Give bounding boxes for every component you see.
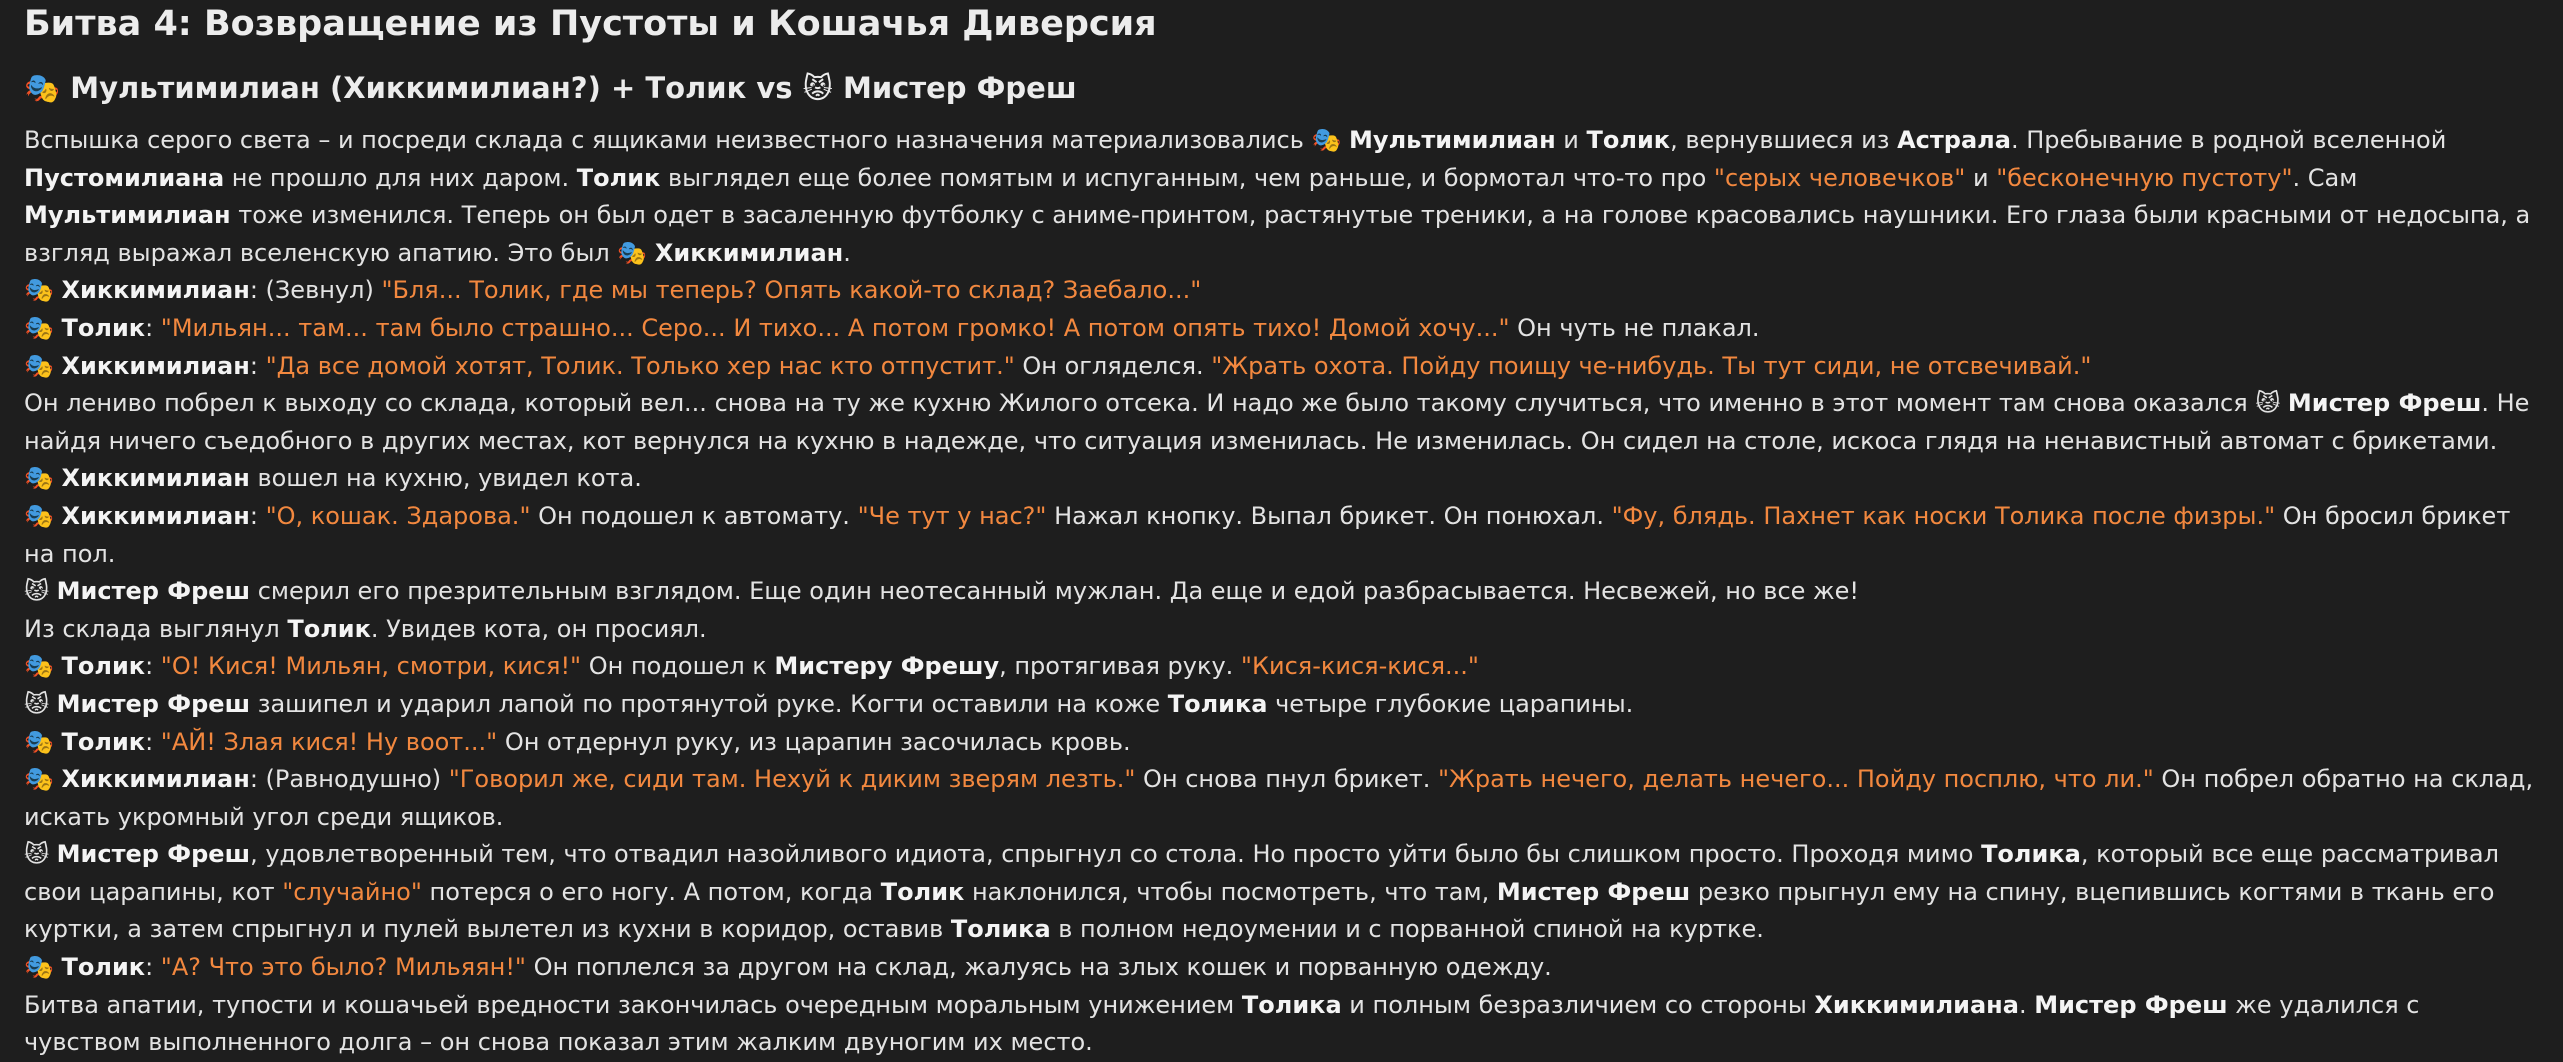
dialogue-quote: "Фу, блядь. Пахнет как носки Толика после физры."	[1611, 501, 2276, 530]
text-run: Из склада выглянул	[24, 614, 288, 643]
character-name: Толик	[287, 614, 371, 643]
dialogue-quote: "Жрать нечего, делать нечего... Пойду посплю, что ли."	[1437, 765, 2154, 794]
text-run: 🎭	[24, 953, 62, 982]
text-run: , удовлетворенный тем, что отвадил назойливого идиота, спрыгнул со стола. Но просто уйти было бы слишком просто. Проходя мимо	[250, 840, 1982, 869]
page-title: Битва 4: Возвращение из Пустоты и Кошачья Диверсия	[24, 4, 1157, 44]
text-run: 🎭	[24, 276, 62, 305]
story-paragraph	[24, 498, 2539, 573]
text-run: 😾	[24, 577, 57, 606]
text-run: . Сам	[2292, 163, 2358, 192]
story-paragraph	[24, 310, 2539, 348]
text-run: четыре глубокие царапины.	[1267, 689, 1634, 718]
dialogue-quote: "Говорил же, сиди там. Нехуй к диким зверям лезть."	[448, 765, 1136, 794]
dialogue-quote: "О, кошак. Здарова."	[265, 501, 531, 530]
character-name: Мистеру Фрешу	[774, 652, 1000, 681]
story-paragraph	[24, 686, 2539, 724]
story-paragraph	[24, 836, 2539, 949]
text-run: Нажал кнопку. Выпал брикет. Он понюхал.	[1046, 501, 1612, 530]
story-paragraph	[24, 573, 2539, 611]
character-name: Хиккимилиан	[61, 276, 250, 305]
story-paragraph	[24, 460, 2539, 498]
character-name: Толик	[61, 652, 146, 681]
dialogue-quote: "Жрать охота. Пойду поищу че-нибудь. Ты тут сиди, не отсвечивай."	[1211, 351, 2092, 380]
text-run: . Пребывание в родной вселенной	[2010, 126, 2447, 154]
character-name: Толик	[61, 727, 146, 756]
character-name: Толика	[1167, 689, 1268, 718]
dialogue-quote: "АЙ! Злая кися! Ну воот..."	[160, 727, 498, 756]
text-run: Битва апатии, тупости и кошачьей вредности закончилась очередным моральным унижением	[24, 990, 1242, 1019]
dialogue-quote: "О! Кися! Мильян, смотри, кися!"	[160, 652, 582, 681]
battle-subtitle: 🎭 Мультимилиан (Хиккимилиан?) + Толик vs 😾 Мистер Фреш	[24, 71, 1077, 105]
text-run: 🎭	[24, 727, 62, 756]
story-paragraph	[24, 272, 2539, 310]
text-run: Он подошел к	[581, 652, 775, 681]
character-name: Толик	[880, 877, 965, 906]
story-content	[24, 122, 2539, 1062]
text-run: . Увидев кота, он просиял.	[370, 614, 707, 643]
character-name: Мультимилиан	[1349, 126, 1556, 154]
text-run: в полном недоумении и с порванной спиной на куртке.	[1050, 915, 1764, 944]
text-run: :	[145, 652, 161, 681]
text-run: 😾	[24, 689, 57, 718]
character-name: Мультимилиан	[24, 201, 231, 230]
character-name: Мистер Фреш	[2034, 990, 2228, 1019]
character-name: Толика	[950, 915, 1051, 944]
dialogue-quote: "Кися-кися-кися..."	[1240, 652, 1479, 681]
text-run: не прошло для них даром.	[224, 163, 577, 192]
character-name: Толик	[576, 163, 661, 192]
text-run: 😾	[24, 840, 57, 869]
text-run: :	[249, 351, 266, 380]
text-run: вошел на кухню, увидел кота.	[249, 464, 642, 493]
story-paragraph	[24, 611, 2539, 649]
text-run: смерил его презрительным взглядом. Еще один неотесанный мужлан. Да еще и едой разбрасывается. Несвежей, но все же!	[250, 577, 1860, 606]
character-name: Толик	[61, 313, 146, 342]
dialogue-quote: "бесконечную пустоту"	[1996, 163, 2293, 192]
text-run: резко прыгнул ему на спину, вцепившись когтями в ткань его куртки, а затем спрыгнул и пулей вылетел из кухни в коридор, оставив	[24, 877, 2495, 944]
text-run: 🎭	[24, 652, 62, 681]
story-paragraph	[24, 348, 2539, 386]
character-name: Астрала	[1897, 126, 2011, 154]
text-run: и	[1965, 163, 1997, 192]
text-run: Он подошел к автомату.	[530, 501, 858, 530]
text-run: : (Зевнул)	[249, 276, 382, 305]
text-run: Он лениво побрел к выходу со склада, который вел... снова на ту же кухню Жилого отсека. И надо же было такому случиться, что именно в этот момент там снова оказался 😾	[24, 389, 2288, 418]
character-name: Толика	[1981, 840, 2081, 869]
text-run: Вспышка серого света – и посреди склада с ящиками неизвестного назначения материализовались 🎭	[24, 126, 1350, 154]
text-run: 🎭	[24, 765, 62, 794]
text-run: , который все еще рассматривал свои царапины, кот	[24, 840, 2499, 906]
dialogue-quote: "Да все домой хотят, Толик. Только хер нас кто отпустит."	[265, 351, 1015, 380]
text-run: Он огляделся.	[1014, 351, 1212, 380]
text-run: , вернувшиеся из	[1670, 126, 1898, 154]
text-run: 🎭	[24, 351, 62, 380]
story-paragraph	[24, 987, 2539, 1062]
character-name: Хиккимилиан	[654, 238, 844, 267]
text-run: .	[2018, 990, 2035, 1019]
text-run: Он снова пнул брикет.	[1135, 765, 1438, 794]
text-run: : (Равнодушно)	[249, 765, 449, 794]
dialogue-quote: "серых человечков"	[1713, 163, 1966, 192]
character-name: Пустомилиана	[24, 163, 225, 192]
character-name: Толик	[1586, 126, 1671, 154]
text-run: :	[145, 313, 161, 342]
text-run: 🎭	[24, 464, 62, 493]
dialogue-quote: "Мильян... там... там было страшно... Серо... И тихо... А потом громко! А потом опять тихо! Домой хочу..."	[160, 313, 1510, 342]
text-run: наклонился, чтобы посмотреть, что там,	[964, 877, 1497, 906]
character-name: Хиккимилиана	[1814, 990, 2019, 1019]
dialogue-quote: "Бля... Толик, где мы теперь? Опять какой-то склад? Заебало..."	[381, 276, 1202, 305]
story-paragraph	[24, 761, 2539, 836]
story-paragraph	[24, 122, 2539, 272]
story-paragraph	[24, 385, 2539, 460]
character-name: Толик	[61, 953, 146, 982]
text-run: и полным безразличием со стороны	[1341, 990, 1815, 1019]
text-run: :	[249, 501, 266, 530]
text-run: Он отдернул руку, из царапин засочилась кровь.	[497, 727, 1131, 756]
text-run: 🎭	[24, 313, 62, 342]
character-name: Хиккимилиан	[61, 765, 250, 794]
text-run: зашипел и ударил лапой по протянутой руке. Когти оставили на коже	[250, 689, 1168, 718]
text-run: . Не найдя ничего съедобного в других местах, кот вернулся на кухню в надежде, что ситуация изменилась. Не изменилась. Он сидел на столе, искоса глядя на ненавистный автомат с брикетами.	[24, 389, 2530, 455]
text-run: Он чуть не плакал.	[1509, 313, 1760, 342]
text-run: потерся о его ногу. А потом, когда	[421, 877, 881, 906]
text-run: и	[1555, 126, 1587, 154]
dialogue-quote: "случайно"	[282, 877, 422, 906]
character-name: Хиккимилиан	[61, 501, 250, 530]
text-run: :	[145, 953, 161, 982]
character-name: Мистер Фреш	[56, 577, 251, 606]
story-paragraph	[24, 648, 2539, 686]
character-name: Мистер Фреш	[1496, 877, 1691, 906]
text-run: .	[843, 238, 851, 267]
story-paragraph	[24, 724, 2539, 762]
text-run: Он побрел обратно на склад, искать укромный угол среди ящиков.	[24, 765, 2534, 831]
character-name: Хиккимилиан	[61, 351, 250, 380]
text-run: :	[145, 727, 161, 756]
character-name: Толика	[1241, 990, 1342, 1019]
dialogue-quote: "Че тут у нас?"	[857, 501, 1047, 530]
text-run: Он бросил брикет на пол.	[24, 501, 2511, 568]
character-name: Мистер Фреш	[56, 689, 251, 718]
text-run: 🎭	[24, 501, 62, 530]
text-run: тоже изменился. Теперь он был одет в засаленную футболку с аниме-принтом, растянутые треники, а на голове красовались наушники. Его глаза были красными от недосыпа, а взгляд выражал вселенскую апатию. Это был 🎭	[24, 201, 2531, 267]
character-name: Мистер Фреш	[2287, 389, 2482, 418]
character-name: Хиккимилиан	[61, 464, 250, 493]
character-name: Мистер Фреш	[56, 840, 251, 869]
dialogue-quote: "А? Что это было? Мильяян!"	[160, 953, 526, 982]
text-run: выглядел еще более помятым и испуганным, чем раньше, и бормотал что-то про	[660, 163, 1714, 192]
text-run: же удалился с чувством выполненного долга – он снова показал этим жалким двуногим их место.	[24, 990, 2420, 1057]
text-run: Он поплелся за другом на склад, жалуясь на злых кошек и порванную одежду.	[525, 953, 1552, 982]
story-paragraph	[24, 949, 2539, 987]
text-run: , протягивая руку.	[999, 652, 1241, 681]
